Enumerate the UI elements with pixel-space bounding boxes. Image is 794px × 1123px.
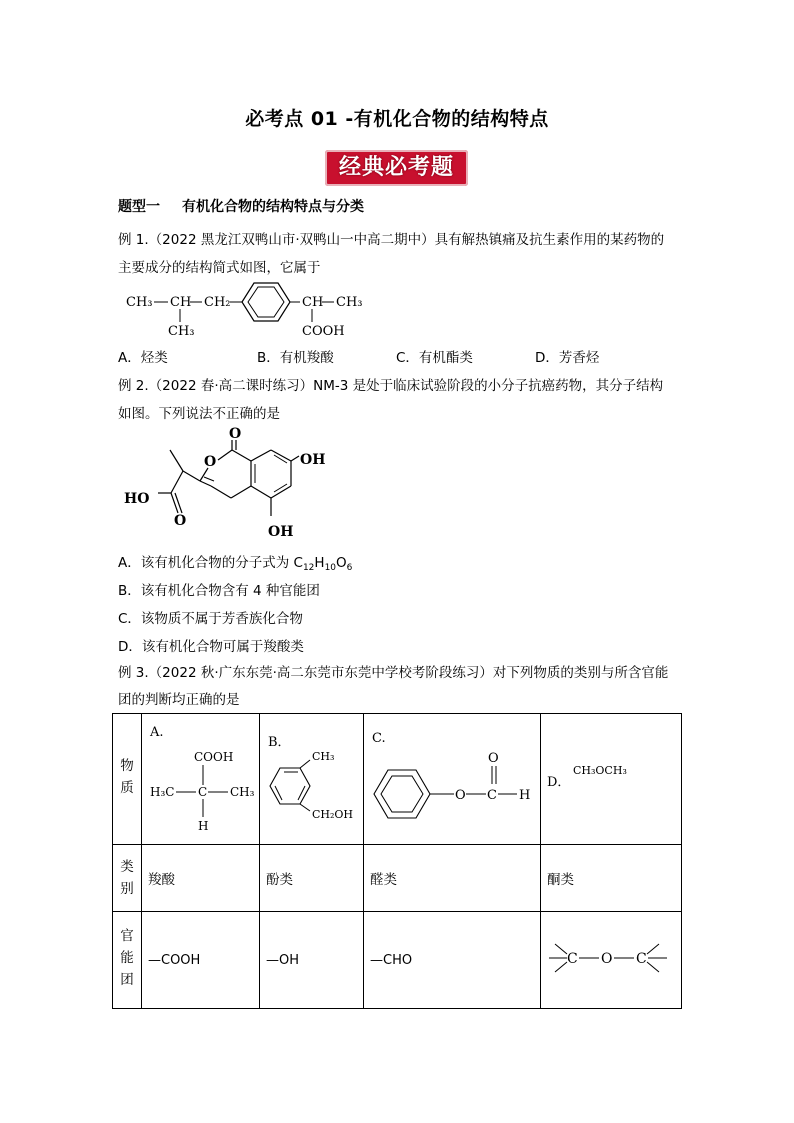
q2-o-ring: O [204,454,217,470]
q1-ch2: CH₂ [204,295,231,310]
svg-text:C: C [567,951,578,967]
q1-option-c: C．有机酯类 [396,350,473,366]
substance-b-structure [260,714,363,840]
substance-d [541,714,682,845]
q2-option-d: D．该有机化合物可属于羧酸类 [118,639,304,655]
q2-o-carbonyl: O [229,426,242,442]
q3-stem-line2: 团的判断均正确的是 [118,692,240,708]
q1-stem-line1: 例 1.（2022 黑龙江双鸭山市·双鸭山一中高二期中）具有解热镇痛及抗生素作用的某药物的 [118,232,665,248]
group-c: —CHO [364,912,541,1009]
group-d [541,912,682,1009]
substance-d-structure [541,714,681,840]
q2-oh-top: OH [300,452,326,468]
q1-ch-right: CH [302,295,324,310]
q3-stem-line1: 例 3.（2022 秋·广东东莞·高二东莞市东莞中学校考阶段练习）对下列物质的类别与所含官能 [118,665,669,681]
badge [325,150,468,186]
category-a: 羧酸 [142,845,260,912]
q1-ch: CH [170,295,192,310]
q2-ho: HO [124,491,150,507]
q1-stem-line2: 主要成分的结构简式如图，它属于 [118,260,321,276]
svg-text:D．: D． [547,775,571,790]
section-text: 有机化合物的结构特点与分类 [182,199,364,215]
svg-text:H: H [198,819,209,833]
table-row-group [113,912,682,1009]
category-c: 醛类 [364,845,541,912]
group-a: —COOH [142,912,260,1009]
page-title: 必考点 01 -有机化合物的结构特点 [245,108,549,130]
q1-option-b: B．有机羧酸 [257,350,334,366]
q2-option-a: A．该有机化合物的分子式为 $C_{12}H_{10}O_6$ [118,555,353,573]
section-heading [118,196,364,216]
table-row-substance [113,714,682,845]
svg-text:CH₃OCH₃: CH₃OCH₃ [573,764,627,777]
substance-b [260,714,364,845]
section-label: 题型一 [118,199,160,215]
svg-text:C.: C. [372,731,386,746]
q1-structure [118,282,378,342]
svg-text:H₃C: H₃C [150,785,175,799]
ether-group-structure [541,912,681,1004]
svg-text:CH₃: CH₃ [230,785,255,799]
q2-stem-line1: 例 2.（2022 春·高二课时练习）NM-3 是处于临床试验阶段的小分子抗癌药物，其分子结构 [118,378,664,394]
q1-cooh: COOH [302,324,345,339]
svg-text:A.: A. [150,725,164,740]
q2-oh-bottom: OH [268,524,294,540]
q2-o-acid: O [174,513,187,529]
svg-text:COOH: COOH [194,750,234,764]
category-d: 酮类 [541,845,682,912]
q2-option-c: C．该物质不属于芳香族化合物 [118,611,303,627]
q2-structure [118,426,326,546]
q1-option-d: D．芳香烃 [535,350,600,366]
q1-ch3-bottom: CH₃ [168,324,195,339]
row-head-group: 官 能 团 [113,912,142,1009]
row-head-substance: 物 质 [113,714,142,845]
substance-a-structure [142,714,259,840]
substance-a [142,714,260,845]
q2-stem-line2: 如图。下列说法不正确的是 [118,406,280,422]
svg-text:O: O [601,951,613,967]
row-head-category: 类 别 [113,845,142,912]
q2-option-b: B．该有机化合物含有 4 种官能团 [118,583,320,599]
svg-text:C: C [487,788,497,803]
svg-text:CH₂OH: CH₂OH [312,808,354,821]
q1-ch3-left: CH₃ [126,295,153,310]
svg-text:CH₃: CH₃ [312,750,335,763]
q3-table [112,713,682,1009]
svg-text:O: O [488,751,499,766]
q1-ch3-right: CH₃ [336,295,363,310]
svg-text:O: O [455,788,466,803]
svg-text:H: H [519,788,531,803]
svg-text:C: C [198,785,208,799]
svg-text:B．: B． [268,735,291,750]
table-row-category [113,845,682,912]
badge-label: 经典必考题 [338,155,454,180]
group-b: —OH [260,912,364,1009]
svg-text:C: C [636,951,647,967]
q1-option-a: A．烃类 [118,350,168,366]
category-b: 酚类 [260,845,364,912]
substance-c-structure [364,714,540,840]
substance-c [364,714,541,845]
